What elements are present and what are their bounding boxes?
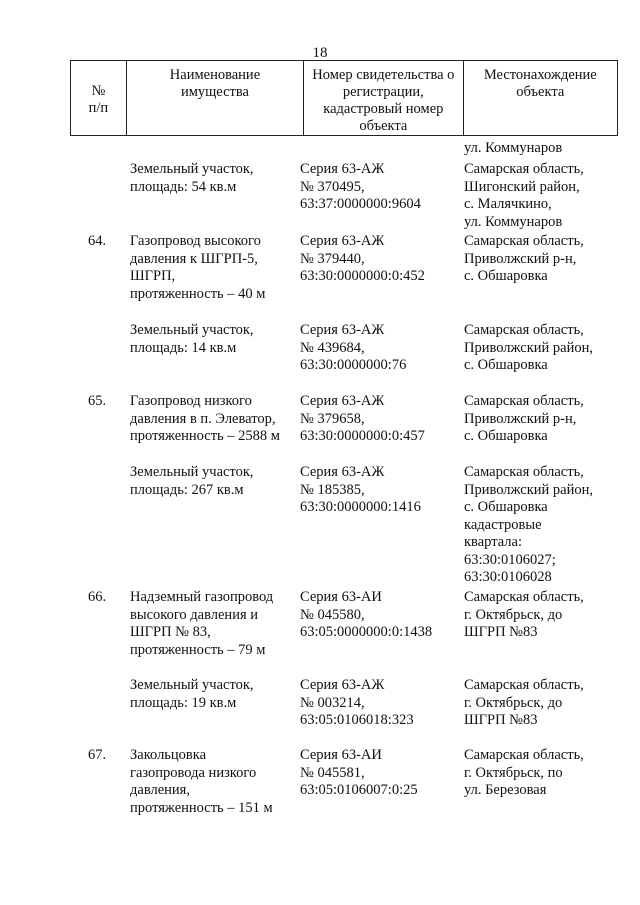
property-name: Надземный газопровод высокого давления и ШГРП № 83, протяженность – 79 м bbox=[130, 589, 274, 658]
property-location: Самарская область, г. Октябрьск, по ул. Березовая bbox=[464, 747, 584, 798]
property-location: Самарская область, Приволжский район, с. Обшаровка bbox=[464, 322, 593, 373]
registration-number: Серия 63-АИ № 045580, 63:05:0000000:0:1438 bbox=[300, 589, 433, 640]
header-registration-column: Номер свидетельства о регистрации, кадастровый номер объекта bbox=[304, 61, 463, 135]
registration-number: Серия 63-АЖ № 185385, 63:30:0000000:1416 bbox=[300, 464, 421, 515]
property-location: Самарская область, Приволжский р-н, с. Обшаровка bbox=[464, 393, 584, 444]
registration-number: Серия 63-АЖ № 003214, 63:05:0106018:323 bbox=[300, 677, 414, 728]
registration-number: Серия 63-АИ № 045581, 63:05:0106007:0:25 bbox=[300, 747, 418, 798]
header-location-column: Местонахождение объекта bbox=[483, 67, 597, 100]
property-location: Самарская область, г. Октябрьск, до ШГРП №83 bbox=[464, 589, 584, 640]
property-name: Земельный участок, площадь: 54 кв.м bbox=[130, 161, 254, 195]
registration-number: Серия 63-АЖ № 379658, 63:30:0000000:0:457 bbox=[300, 393, 425, 444]
registration-number: Серия 63-АЖ № 370495, 63:37:0000000:9604 bbox=[300, 161, 421, 212]
property-name: Земельный участок, площадь: 19 кв.м bbox=[130, 677, 254, 711]
header-name-column: Наименование имущества bbox=[127, 61, 304, 135]
page-number: 18 bbox=[312, 45, 328, 61]
property-location: Самарская область, г. Октябрьск, до ШГРП №83 bbox=[464, 677, 584, 728]
row-number: 64. bbox=[88, 233, 107, 249]
row-number: 66. bbox=[88, 589, 107, 605]
property-name: Земельный участок, площадь: 267 кв.м bbox=[130, 464, 254, 498]
registration-number: Серия 63-АЖ № 439684, 63:30:0000000:76 bbox=[300, 322, 407, 373]
carry-over-location: ул. Коммунаров bbox=[464, 140, 563, 156]
row-number: 65. bbox=[88, 393, 107, 409]
property-location: Самарская область, Приволжский р-н, с. Обшаровка bbox=[464, 233, 584, 284]
registration-number: Серия 63-АЖ № 379440, 63:30:0000000:0:452 bbox=[300, 233, 425, 284]
property-name: Земельный участок, площадь: 14 кв.м bbox=[130, 322, 254, 356]
header-number-column: № п/п bbox=[71, 61, 127, 135]
row-number: 67. bbox=[88, 747, 107, 763]
property-name: Закольцовка газопровода низкого давления, протяженность – 151 м bbox=[130, 747, 273, 816]
table-header bbox=[70, 60, 618, 136]
property-name: Газопровод высокого давления к ШГРП-5, ШГРП, протяженность – 40 м bbox=[130, 233, 266, 302]
property-location: Самарская область, Приволжский район, с. Обшаровка кадастровые квартала: 63:30:0106027; 63:30:0106028 bbox=[464, 464, 593, 585]
property-name: Газопровод низкого давления в п. Элеватор, протяженность – 2588 м bbox=[130, 393, 280, 444]
property-location: Самарская область, Шигонский район, с. Малячкино, ул. Коммунаров bbox=[464, 161, 584, 230]
